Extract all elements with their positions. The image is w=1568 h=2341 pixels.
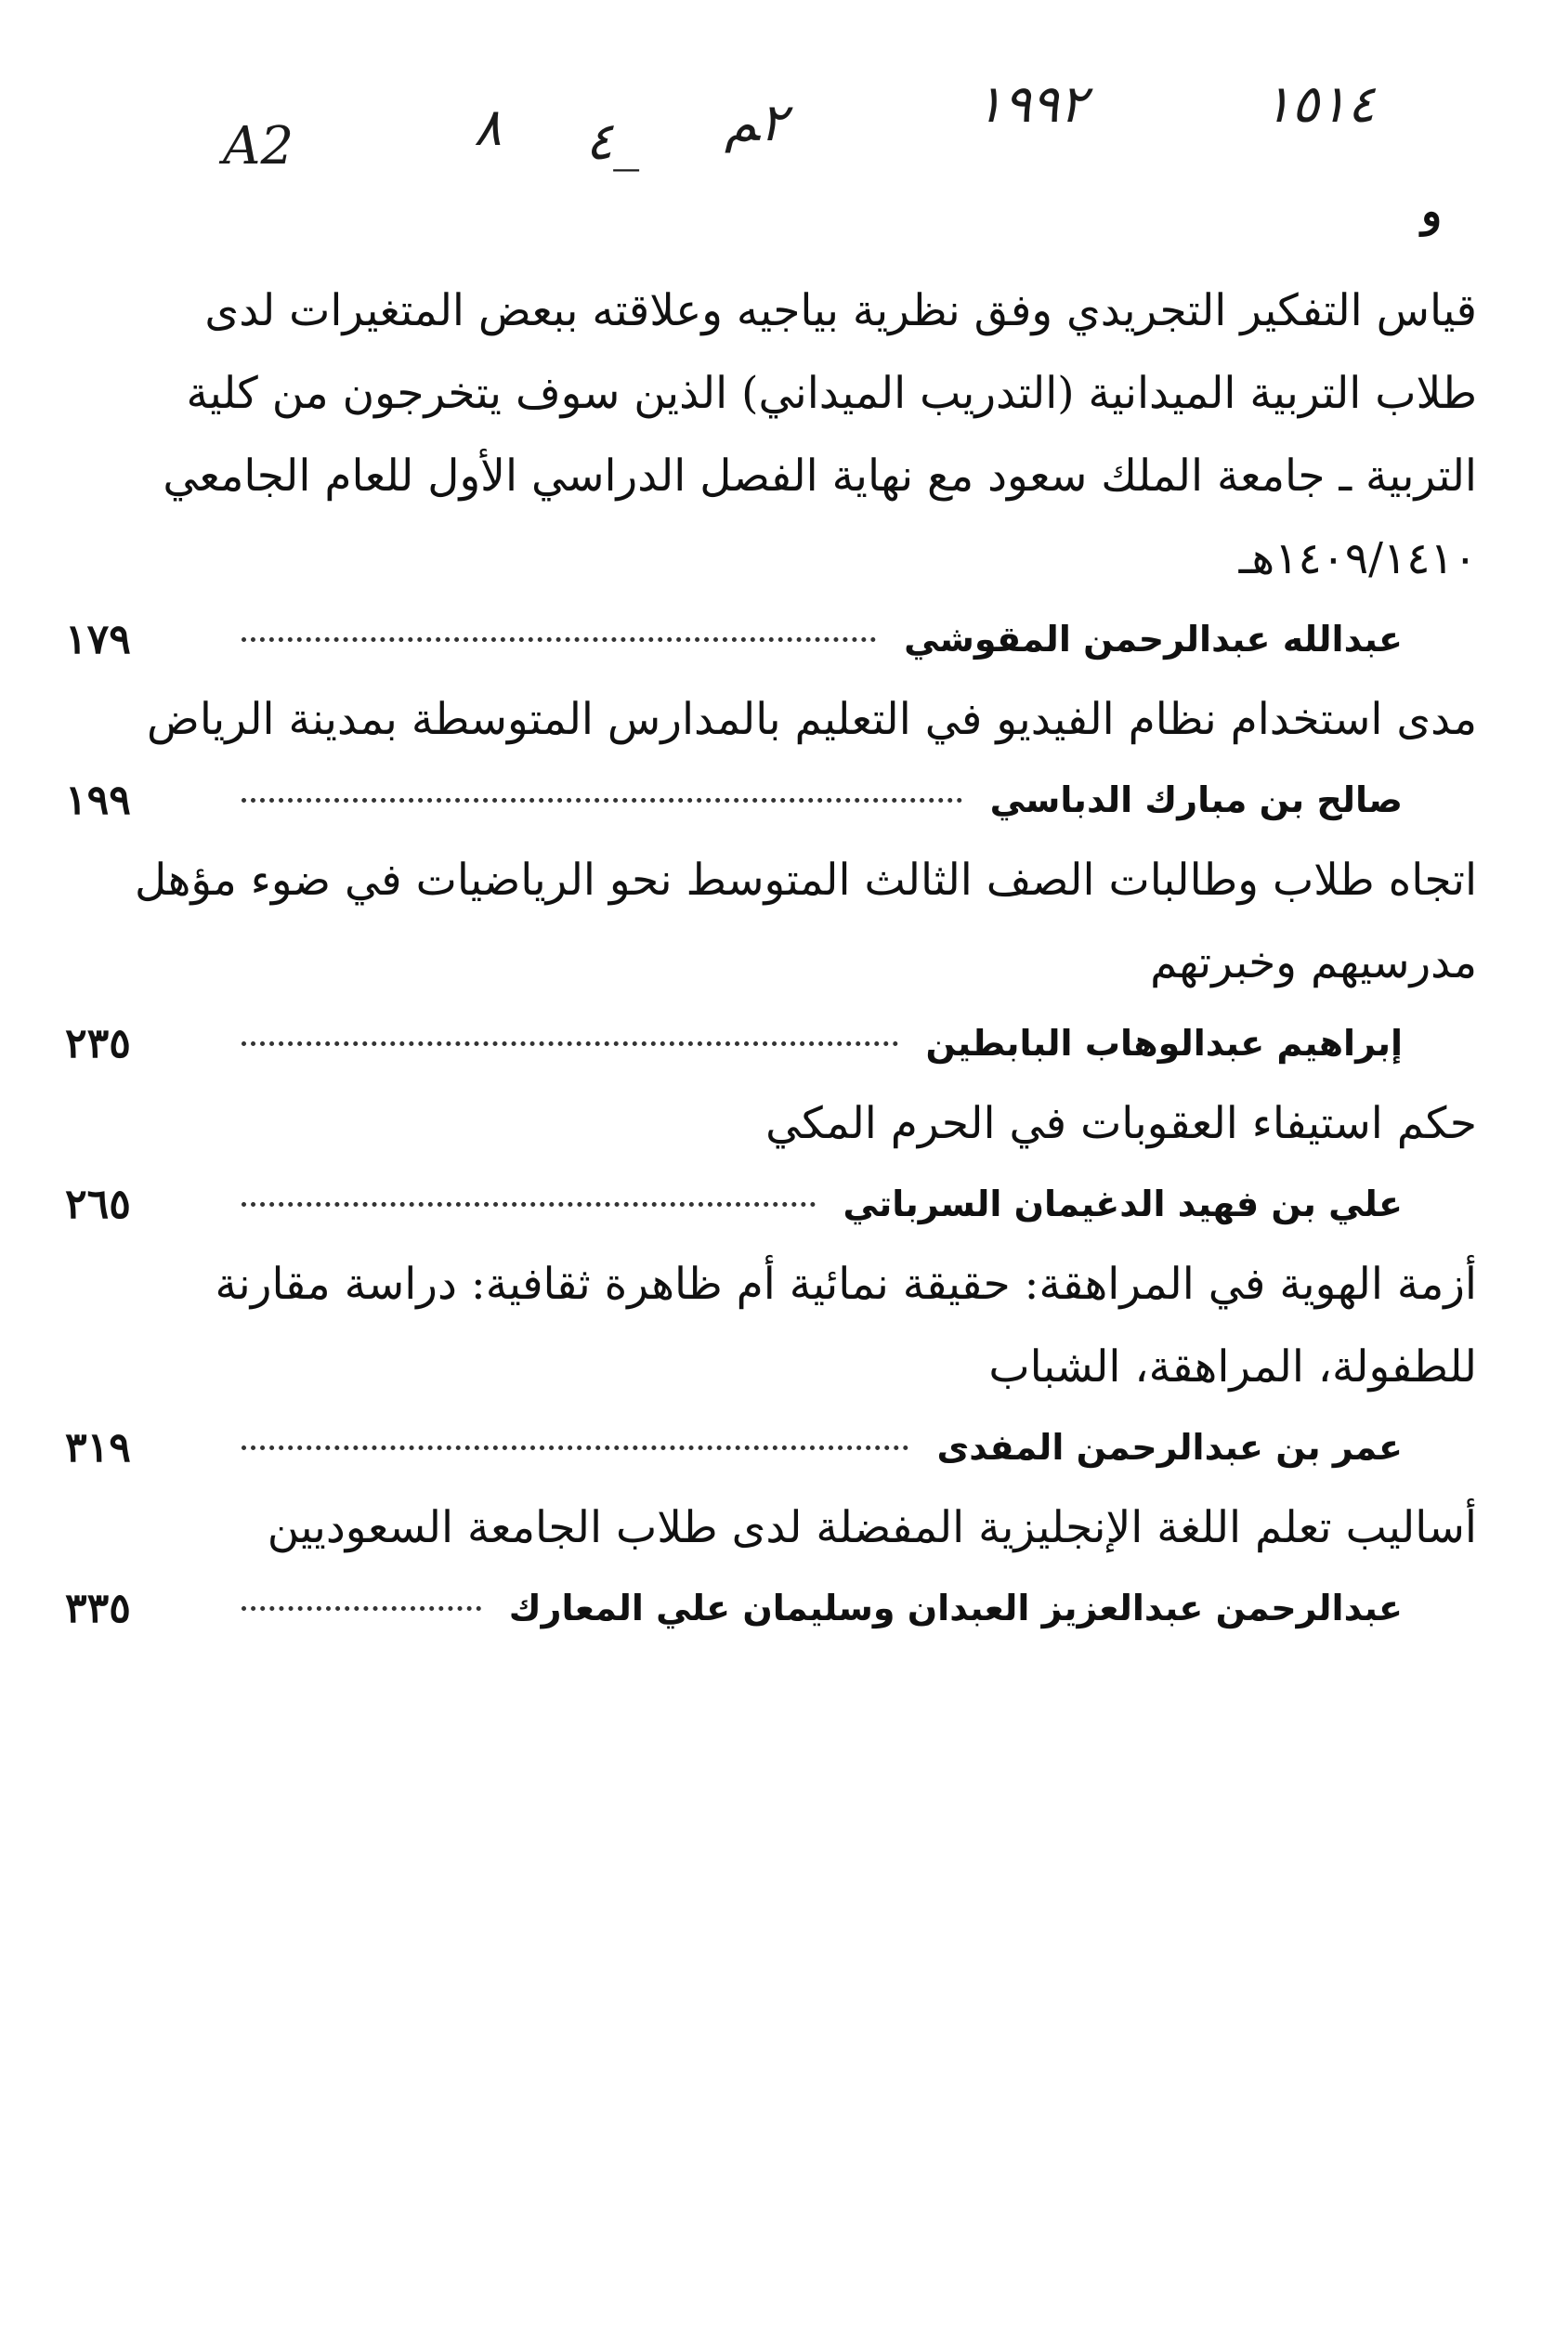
author-name: علي بن فهيد الدغيمان السرباتي — [843, 1184, 1403, 1224]
dot-leader — [242, 1606, 481, 1611]
toc-entry — [56, 1486, 1477, 1647]
toc-entry — [56, 1243, 1477, 1486]
toc-entry — [56, 269, 1477, 678]
page-number: ١٧٩ — [65, 615, 131, 663]
entry-title-line: طلاب التربية الميدانية (التدريب الميداني) الذين سوف يتخرجون من كلية — [186, 368, 1477, 419]
entry-title-line: مدرسيهم وخبرتهم — [1150, 937, 1477, 988]
author-name: إبراهيم عبدالوهاب البابطين — [925, 1023, 1403, 1064]
entry-title-line: أزمة الهوية في المراهقة: حقيقة نمائية أم ظاهرة ثقافية: دراسة مقارنة — [215, 1259, 1477, 1310]
dot-leader — [242, 637, 876, 642]
toc-entry — [56, 1082, 1477, 1243]
entry-title-line: حكم استيفاء العقوبات في الحرم المكي — [765, 1098, 1477, 1149]
page-number: ٢٦٥ — [65, 1180, 131, 1228]
dot-leader — [242, 1445, 908, 1450]
handwritten-note: ٢ﻢ — [725, 93, 788, 153]
author-name: عمر بن عبدالرحمن المفدى — [936, 1427, 1403, 1468]
handwritten-annotations — [223, 74, 1458, 190]
entry-title-line: اتجاه طلاب وطالبات الصف الثالث المتوسط نحو الرياضيات في ضوء مؤهل — [135, 855, 1477, 906]
author-name: عبدالله عبدالرحمن المقوشي — [904, 619, 1403, 660]
handwritten-note: ٤_ — [585, 111, 640, 172]
page-number: ٢٣٥ — [65, 1019, 131, 1067]
entry-title-line: للطفولة، المراهقة، الشباب — [988, 1341, 1477, 1393]
handwritten-note: ١٩٩٢ — [975, 74, 1088, 135]
author-line — [56, 1569, 1477, 1647]
entry-title-line: ١٤٠٩/١٤١٠هـ — [1238, 533, 1477, 584]
page-number: ٣٣٥ — [65, 1584, 131, 1632]
handwritten-note: A2 — [223, 116, 294, 177]
entry-title-line: قياس التفكير التجريدي وفق نظرية بياجيه وعلاقته ببعض المتغيرات لدى — [204, 285, 1477, 336]
entry-title-line: أساليب تعلم اللغة الإنجليزية المفضلة لدى طلاب الجامعة السعوديين — [267, 1502, 1477, 1553]
entry-title-line: مدى استخدام نظام الفيديو في التعليم بالمدارس المتوسطة بمدينة الرياض — [147, 694, 1477, 745]
dot-leader — [242, 1202, 816, 1207]
author-name: صالح بن مبارك الدباسي — [989, 779, 1403, 820]
author-line — [56, 1004, 1477, 1082]
entry-title-line: التربية ـ جامعة الملك سعود مع نهاية الفصل الدراسي الأول للعام الجامعي — [163, 451, 1477, 502]
author-line — [56, 761, 1477, 839]
handwritten-note: ١٥١٤ — [1263, 74, 1376, 135]
dot-leader — [242, 798, 962, 803]
author-name: عبدالرحمن عبدالعزيز العبدان وسليمان علي المعارك — [508, 1588, 1403, 1628]
dot-leader — [242, 1041, 898, 1046]
author-line — [56, 1408, 1477, 1486]
toc-entry — [56, 839, 1477, 1082]
toc-entry — [56, 678, 1477, 839]
author-line — [56, 1165, 1477, 1243]
handwritten-note: ٨ — [474, 98, 503, 158]
author-line — [56, 600, 1477, 678]
page-number: ١٩٩ — [65, 776, 131, 824]
page-section-letter: و — [1421, 186, 1443, 236]
page-number: ٣١٩ — [65, 1423, 131, 1471]
table-of-contents — [56, 269, 1477, 1647]
